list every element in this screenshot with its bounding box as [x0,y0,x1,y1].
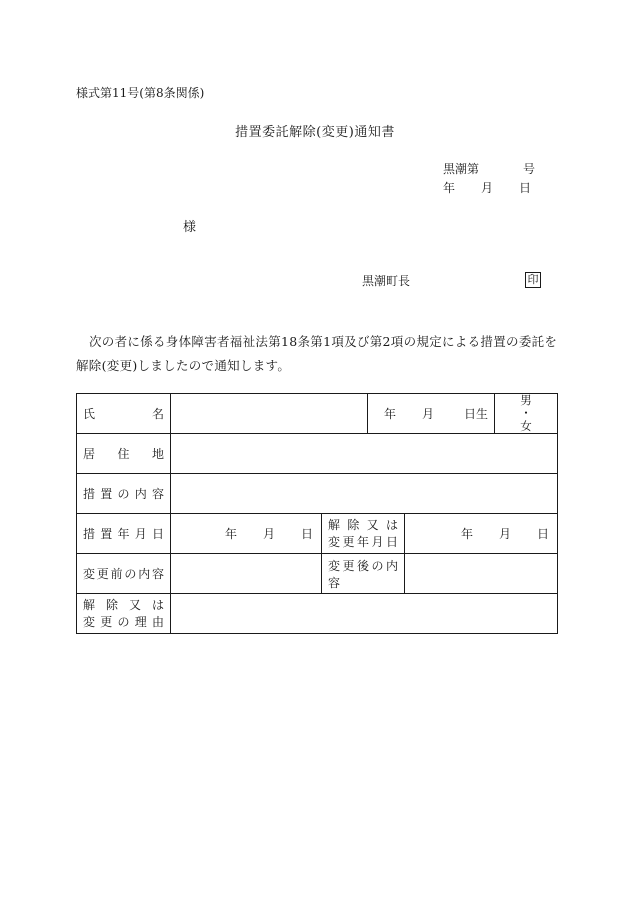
release-date-label [322,514,405,554]
sex-female: 女 [520,419,532,433]
measure-date-day: 日 [300,527,313,541]
notice-body-text: 次の者に係る身体障害者福祉法第18条第1項及び第2項の規定による措置の委託を解除(変更)しましたので通知します。 [76,334,558,373]
release-date-value [405,514,558,554]
document-date-day: 日 [519,181,532,195]
measure-content-label: 措置の内容 [77,474,171,514]
reason-value [171,594,558,634]
sex-male: 男 [520,393,532,407]
reason-row [77,594,558,634]
document-date-year: 年 [443,181,456,195]
sex-separator: ・ [520,406,532,420]
document-date [443,179,531,196]
measure-date-year: 年 [224,527,237,541]
name-row [77,394,558,434]
document-number-suffix: 号 [523,162,536,176]
address-label: 居住地 [77,434,171,474]
birth-date [368,394,495,434]
before-content-value [171,554,322,594]
release-date-year: 年 [460,527,473,541]
measure-date-value [171,514,322,554]
birth-day: 日生 [464,407,489,421]
document-number-prefix: 黒潮第 [443,162,480,176]
reason-label-line1: 解除又は [83,597,164,612]
measure-date-label: 措置年月日 [77,514,171,554]
release-date-day: 日 [537,527,550,541]
release-date-month: 月 [498,527,511,541]
name-value [171,394,368,434]
measure-date-month: 月 [262,527,275,541]
form-number: 様式第11号(第8条関係) [76,86,205,100]
name-label: 氏名 [77,394,171,434]
birth-month: 月 [421,407,434,421]
measure-content-row [77,474,558,514]
reason-label-line2: 変更の理由 [83,614,164,629]
dates-row [77,514,558,554]
change-content-row [77,554,558,594]
reason-label [77,594,171,634]
issuer-name: 黒潮町長 [362,274,411,288]
document-title: 措置委託解除(変更)通知書 [235,125,395,140]
after-content-value [405,554,558,594]
notice-form-table [76,393,558,634]
release-date-label-line2: 変更年月日 [328,534,398,549]
sex-cell [495,394,558,434]
after-content-label: 変更後の内容 [322,554,405,594]
document-number [443,160,535,177]
birth-year: 年 [383,407,396,421]
release-date-label-line1: 解除又は [328,517,398,532]
address-value [171,434,558,474]
measure-content-value [171,474,558,514]
document-date-month: 月 [481,181,494,195]
seal-mark: 印 [525,272,541,288]
address-row [77,434,558,474]
addressee-honorific: 様 [183,220,197,235]
before-content-label: 変更前の内容 [77,554,171,594]
